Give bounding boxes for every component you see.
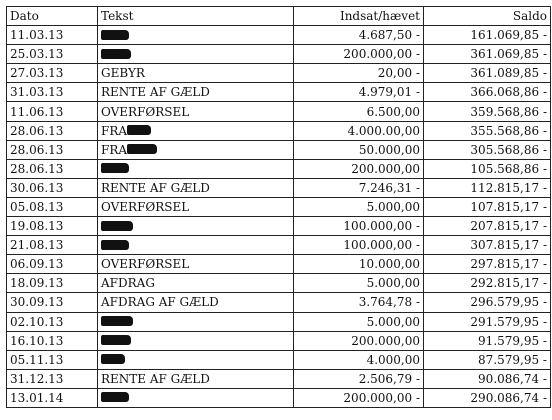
row-text-label: FRA [101,142,128,157]
row-date: 05.11.13 [7,350,98,369]
row-text-label: AFDRAG AF GÆLD [101,295,219,310]
row-text [98,159,294,178]
table-row [7,217,551,236]
row-text-label: OVERFØRSEL [101,257,190,272]
row-text [98,388,294,407]
row-balance: 361.069,85 - [424,45,551,64]
amount-column-header: Indsat/hævet [294,7,424,26]
redaction-mark [101,240,129,250]
row-text-label: GEBYR [101,66,145,81]
row-date: 28.06.13 [7,159,98,178]
table-row [7,255,551,274]
row-text-label: RENTE AF GÆLD [101,85,210,100]
row-text-label: RENTE AF GÆLD [101,180,210,195]
row-date: 02.10.13 [7,312,98,331]
row-text-label: OVERFØRSEL [101,199,190,214]
row-date: 11.06.13 [7,102,98,121]
row-text [98,121,294,140]
row-text-label: AFDRAG [101,276,155,291]
row-text-label: OVERFØRSEL [101,104,190,119]
row-balance: 107.815,17 - [424,197,551,216]
row-date: 28.06.13 [7,140,98,159]
table-row [7,140,551,159]
table-row [7,293,551,312]
row-text [98,26,294,45]
row-date: 06.09.13 [7,255,98,274]
row-date: 13.01.14 [7,388,98,407]
header-row [7,7,551,26]
row-amount: 100.000,00 - [294,236,424,255]
row-date: 16.10.13 [7,331,98,350]
row-text [98,178,294,197]
row-balance: 297.815,17 - [424,255,551,274]
row-amount: 4.000,00 [294,350,424,369]
row-balance: 91.579,95 - [424,331,551,350]
row-balance: 87.579,95 - [424,350,551,369]
row-amount: 200.000,00 [294,159,424,178]
table-row [7,121,551,140]
table-row [7,350,551,369]
transaction-rows [7,26,551,408]
ledger-container [6,6,551,408]
row-amount: 2.506,79 - [294,369,424,388]
row-balance: 361.089,85 - [424,64,551,83]
row-date: 27.03.13 [7,64,98,83]
row-balance: 359.568,86 - [424,102,551,121]
table-row [7,274,551,293]
redaction-mark [127,144,157,154]
row-balance: 207.815,17 - [424,217,551,236]
row-amount: 200.000,00 [294,331,424,350]
row-balance: 292.815,17 - [424,274,551,293]
row-text [98,255,294,274]
table-row [7,102,551,121]
table-row [7,159,551,178]
row-amount: 200.000,00 - [294,45,424,64]
row-date: 19.08.13 [7,217,98,236]
row-amount: 5.000,00 [294,274,424,293]
row-amount: 200.000,00 - [294,388,424,407]
row-amount: 100.000,00 - [294,217,424,236]
row-amount: 4.979,01 - [294,83,424,102]
row-text [98,197,294,216]
row-date: 30.06.13 [7,178,98,197]
row-amount: 5.000,00 [294,197,424,216]
table-row [7,369,551,388]
row-text [98,293,294,312]
row-date: 28.06.13 [7,121,98,140]
row-date: 21.08.13 [7,236,98,255]
row-text [98,331,294,350]
row-balance: 112.815,17 - [424,178,551,197]
table-row [7,178,551,197]
row-text [98,83,294,102]
row-date: 11.03.13 [7,26,98,45]
redaction-mark [127,125,151,135]
row-balance: 355.568,86 - [424,121,551,140]
row-balance: 296.579,95 - [424,293,551,312]
redaction-mark [101,49,131,59]
redaction-mark [101,30,129,40]
row-amount: 4.000.00,00 [294,121,424,140]
row-text-label: FRA [101,123,128,138]
row-balance: 291.579,95 - [424,312,551,331]
redaction-mark [101,335,131,345]
row-amount: 4.687,50 - [294,26,424,45]
row-text [98,236,294,255]
date-column-header: Dato [7,7,98,26]
table-row [7,312,551,331]
row-text [98,64,294,83]
row-date: 31.12.13 [7,369,98,388]
row-amount: 10.000,00 [294,255,424,274]
table-row [7,331,551,350]
row-balance: 307.815,17 - [424,236,551,255]
row-amount: 5.000,00 [294,312,424,331]
row-text [98,217,294,236]
table-row [7,236,551,255]
redaction-mark [101,392,129,402]
row-balance: 105.568,86 - [424,159,551,178]
row-text [98,140,294,159]
row-amount: 50.000,00 [294,140,424,159]
table-row [7,45,551,64]
row-text [98,45,294,64]
row-text [98,274,294,293]
balance-column-header: Saldo [424,7,551,26]
table-row [7,388,551,407]
row-text [98,312,294,331]
row-balance: 305.568,86 - [424,140,551,159]
transaction-table [6,6,551,408]
row-amount: 20,00 - [294,64,424,83]
table-row [7,64,551,83]
row-balance: 161.069,85 - [424,26,551,45]
row-date: 31.03.13 [7,83,98,102]
row-balance: 290.086,74 - [424,388,551,407]
row-amount: 7.246,31 - [294,178,424,197]
redaction-mark [101,316,133,326]
text-column-header: Tekst [98,7,294,26]
redaction-mark [101,163,129,173]
row-text-label: RENTE AF GÆLD [101,371,210,386]
row-balance: 366.068,86 - [424,83,551,102]
row-text [98,350,294,369]
row-text [98,102,294,121]
row-amount: 6.500,00 [294,102,424,121]
table-row [7,26,551,45]
row-date: 18.09.13 [7,274,98,293]
table-row [7,83,551,102]
row-date: 05.08.13 [7,197,98,216]
table-row [7,197,551,216]
row-date: 30.09.13 [7,293,98,312]
row-text [98,369,294,388]
row-balance: 90.086,74 - [424,369,551,388]
row-date: 25.03.13 [7,45,98,64]
redaction-mark [101,354,125,364]
redaction-mark [101,221,133,231]
row-amount: 3.764,78 - [294,293,424,312]
